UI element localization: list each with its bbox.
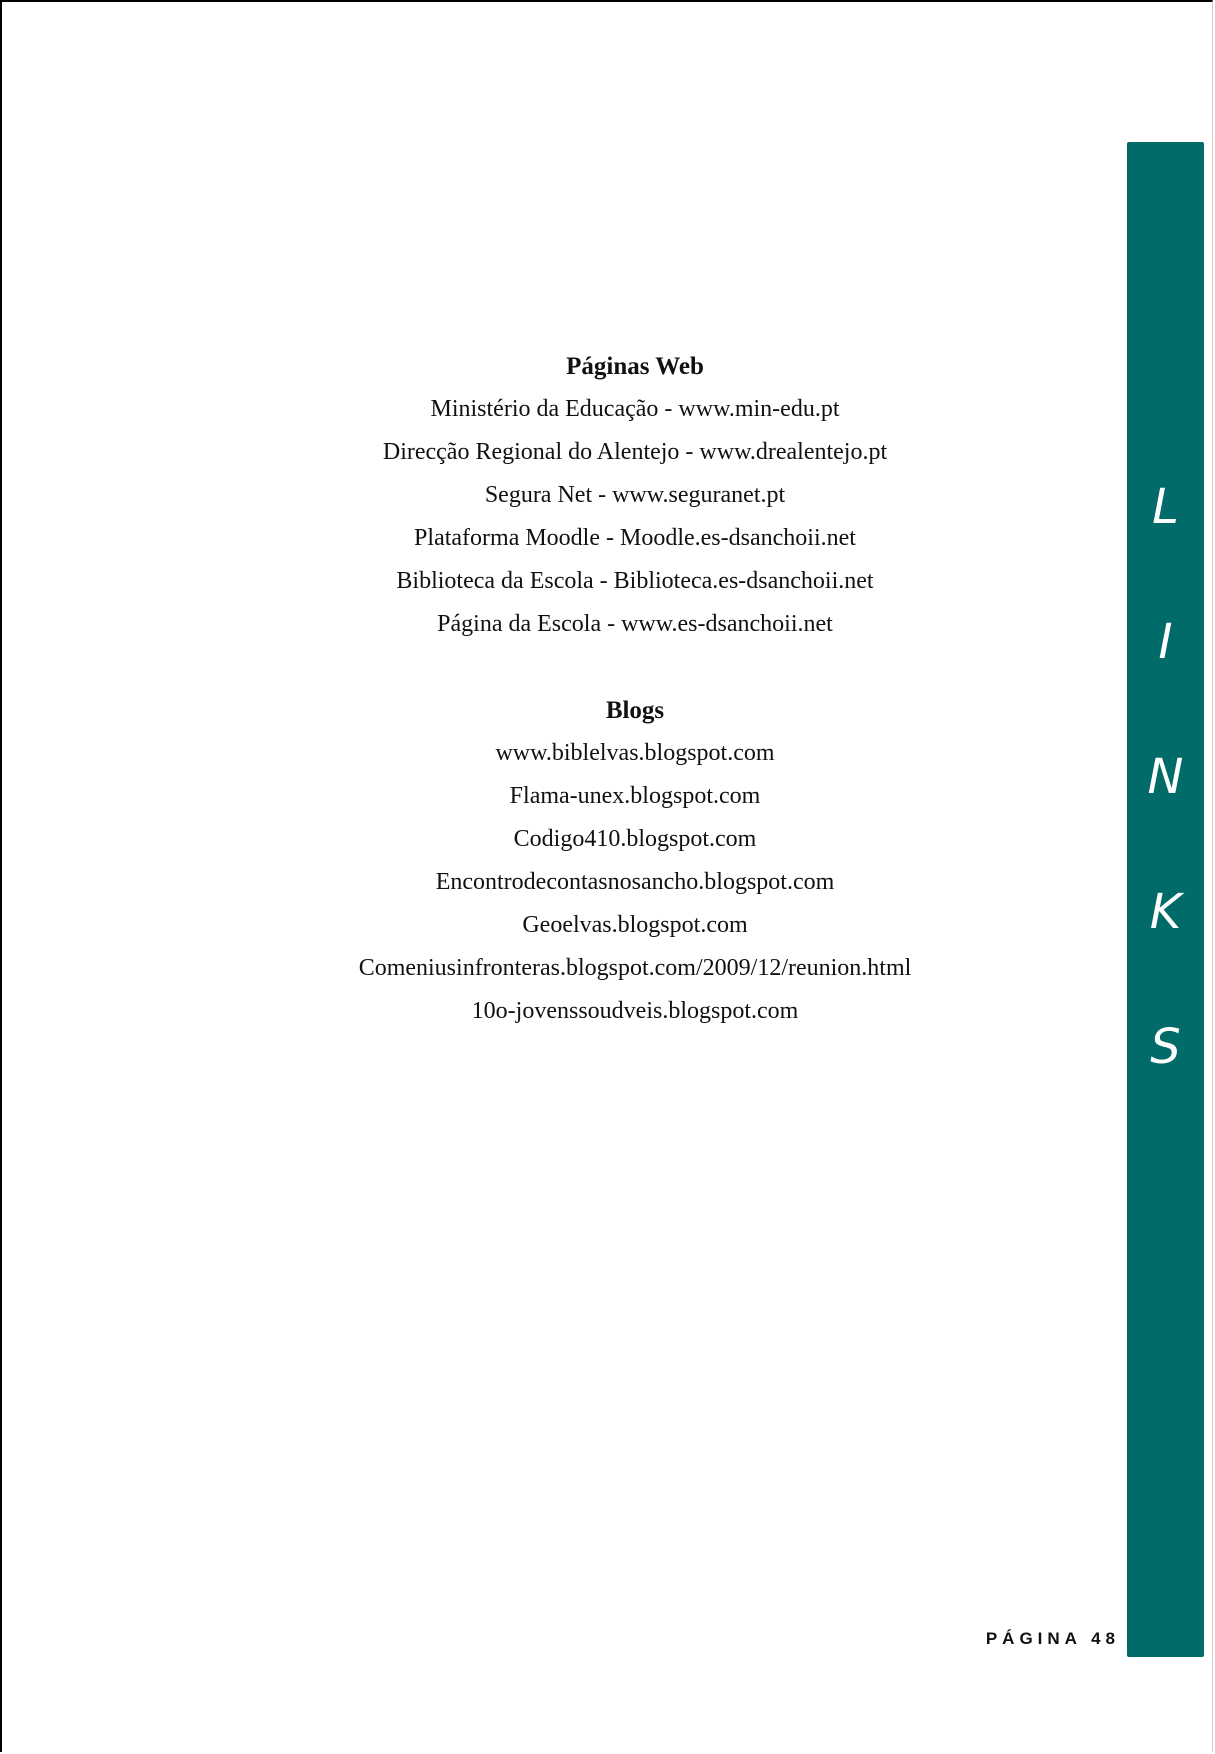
- web-link-biblioteca[interactable]: Biblioteca da Escola - Biblioteca.es-dsanchoii.net: [396, 568, 874, 594]
- web-link-drealentejo[interactable]: Direcção Regional do Alentejo - www.drealentejo.pt: [382, 439, 888, 465]
- side-letter-n: N: [1147, 749, 1184, 805]
- section-spacer: [300, 646, 970, 689]
- page-number-footer: [970, 1629, 1120, 1649]
- blog-link-comenius[interactable]: Comeniusinfronteras.blogspot.com/2009/12/reunion.html: [358, 955, 912, 981]
- page-label: PÁGINA: [985, 1629, 1082, 1648]
- web-pages-heading: Páginas Web: [566, 353, 704, 380]
- side-letter-l: L: [1152, 479, 1179, 535]
- links-side-tab: [1127, 142, 1204, 1657]
- blog-link-geoelvas[interactable]: Geoelvas.blogspot.com: [522, 912, 748, 938]
- blog-link-codigo410[interactable]: Codigo410.blogspot.com: [513, 826, 757, 852]
- side-letter-k: K: [1149, 884, 1182, 940]
- blog-link-encontrodecontas[interactable]: Encontrodecontasnosancho.blogspot.com: [435, 869, 835, 895]
- blogs-heading: Blogs: [605, 697, 665, 724]
- web-link-moodle[interactable]: Plataforma Moodle - Moodle.es-dsanchoii.net: [414, 525, 856, 551]
- web-link-ministerio[interactable]: Ministério da Educação - www.min-edu.pt: [430, 396, 840, 422]
- side-letter-s: S: [1150, 1019, 1181, 1075]
- web-link-escola[interactable]: Página da Escola - www.es-dsanchoii.net: [437, 611, 833, 637]
- links-content: [300, 345, 970, 1033]
- web-link-seguranet[interactable]: Segura Net - www.seguranet.pt: [484, 482, 786, 508]
- blog-link-jovenssoudaveis[interactable]: 10o-jovenssoudveis.blogspot.com: [471, 998, 799, 1024]
- blog-link-flama-unex[interactable]: Flama-unex.blogspot.com: [509, 783, 761, 809]
- side-letter-i: I: [1158, 614, 1173, 670]
- page-number-value: 48: [1091, 1629, 1120, 1648]
- blog-link-biblelvas[interactable]: www.biblelvas.blogspot.com: [495, 740, 775, 766]
